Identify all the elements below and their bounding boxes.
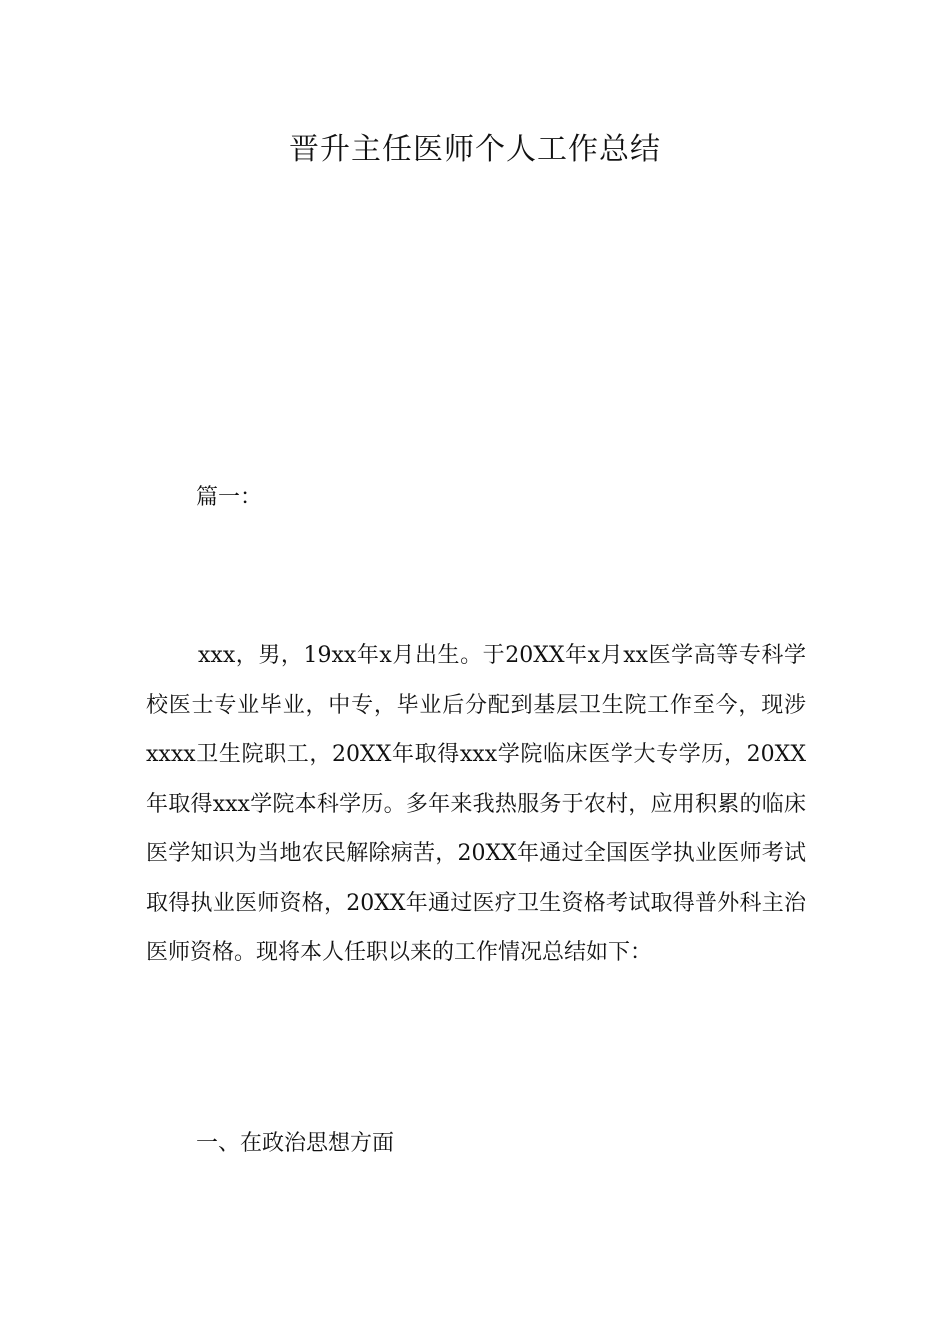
- section-heading: 一、在政治思想方面: [196, 1131, 395, 1156]
- document-title: 晋升主任医师个人工作总结: [289, 132, 661, 167]
- part-label: 篇一：: [196, 485, 263, 510]
- intro-paragraph: xxx，男，19xx年x月出生。于20XX年x月xx医学高等专科学校医士专业毕业，中专，毕业后分配到基层卫生院工作至今，现涉xxxx卫生院职工，20XX年取得xxx学院临床医学大专学历，20XX年取得xxx学院本科学历。多年来我热服务于农村，应用积累的临床医学知识为当地农民解除病苦，20XX年通过全国医学执业医师考试取得执业医师资格，20XX年通过医疗卫生资格考试取得普外科主治医师资格。现将本人任职以来的工作情况总结如下：: [146, 643, 806, 965]
